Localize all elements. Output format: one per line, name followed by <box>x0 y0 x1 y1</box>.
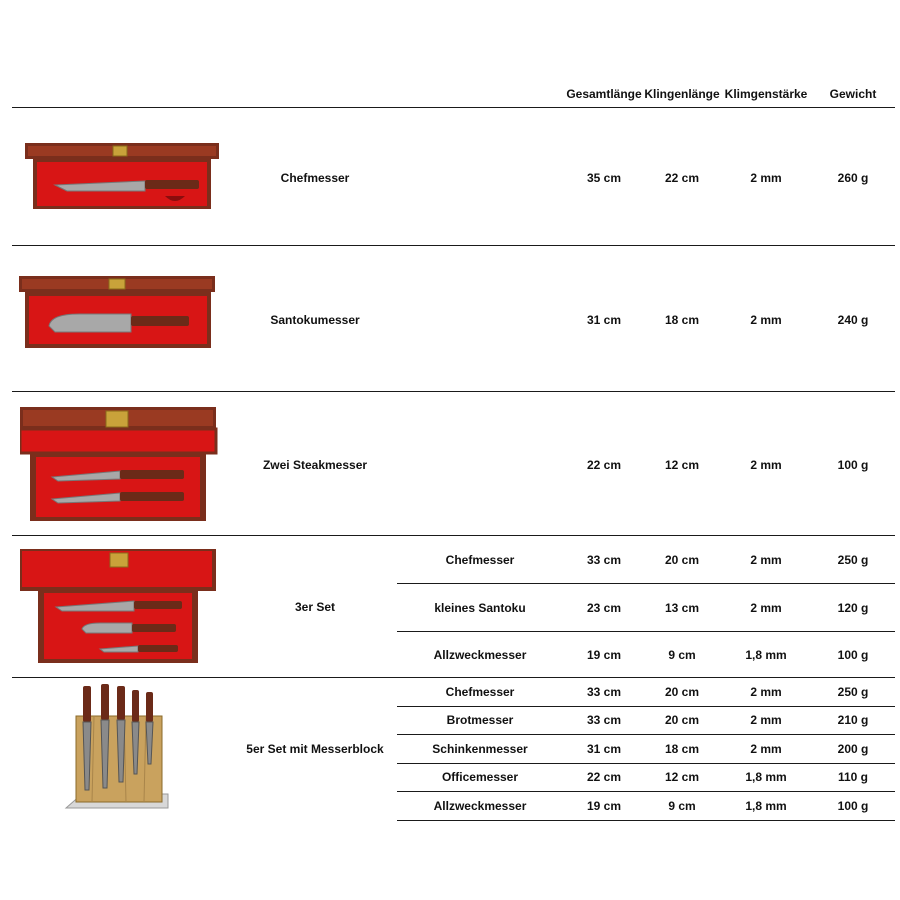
blade-length: 18 cm <box>664 313 700 327</box>
total-length: 23 cm <box>586 601 622 615</box>
wooden-box-three-knife-set-icon <box>20 549 216 665</box>
item-name: Officemesser <box>441 770 519 784</box>
blade-length: 18 cm <box>664 742 700 756</box>
header-total-length: Gesamtlänge <box>566 87 642 101</box>
weight: 120 g <box>837 601 869 615</box>
blade-length: 13 cm <box>664 601 700 615</box>
subrow-divider <box>397 583 895 584</box>
header-blade-thickness: Klimgenstärke <box>724 87 808 101</box>
weight: 100 g <box>837 799 869 813</box>
product-name: Santokumesser <box>270 313 360 327</box>
item-name: kleines Santoku <box>434 601 526 615</box>
blade-thickness: 2 mm <box>750 553 782 567</box>
total-length: 33 cm <box>586 553 622 567</box>
product-name: 3er Set <box>294 600 336 614</box>
row-divider <box>12 535 895 536</box>
blade-length: 20 cm <box>664 685 700 699</box>
blade-length: 22 cm <box>664 171 700 185</box>
weight: 100 g <box>837 648 869 662</box>
blade-length: 12 cm <box>664 770 700 784</box>
blade-thickness: 1,8 mm <box>745 770 787 784</box>
subrow-divider <box>397 791 895 792</box>
total-length: 33 cm <box>586 713 622 727</box>
weight: 250 g <box>837 553 869 567</box>
blade-thickness: 2 mm <box>750 313 782 327</box>
total-length: 33 cm <box>586 685 622 699</box>
item-name: Allzweckmesser <box>433 648 527 662</box>
subrow-divider <box>397 631 895 632</box>
blade-thickness: 2 mm <box>750 601 782 615</box>
product-name: 5er Set mit Messerblock <box>246 742 384 756</box>
wooden-box-santoku-knife-icon <box>19 276 217 350</box>
blade-thickness: 2 mm <box>750 458 782 472</box>
subrow-divider <box>397 763 895 764</box>
item-name: Chefmesser <box>445 685 515 699</box>
row-divider <box>12 677 895 678</box>
knife-block-five-knives-icon <box>64 682 174 814</box>
blade-length: 20 cm <box>664 713 700 727</box>
total-length: 31 cm <box>586 313 622 327</box>
blade-thickness: 1,8 mm <box>745 648 787 662</box>
total-length: 22 cm <box>586 770 622 784</box>
weight: 200 g <box>837 742 869 756</box>
blade-thickness: 1,8 mm <box>745 799 787 813</box>
blade-length: 9 cm <box>668 648 696 662</box>
product-name: Zwei Steakmesser <box>262 458 368 472</box>
weight: 250 g <box>837 685 869 699</box>
header-blade-length: Klingenlänge <box>644 87 720 101</box>
product-name: Chefmesser <box>280 171 350 185</box>
subrow-divider <box>397 706 895 707</box>
item-name: Allzweckmesser <box>433 799 527 813</box>
subrow-divider <box>397 820 895 821</box>
blade-thickness: 2 mm <box>750 685 782 699</box>
blade-length: 20 cm <box>664 553 700 567</box>
weight: 110 g <box>837 770 869 784</box>
subrow-divider <box>397 734 895 735</box>
item-name: Brotmesser <box>446 713 514 727</box>
row-divider <box>12 245 895 246</box>
blade-length: 12 cm <box>664 458 700 472</box>
total-length: 19 cm <box>586 799 622 813</box>
total-length: 35 cm <box>586 171 622 185</box>
item-name: Schinkenmesser <box>432 742 528 756</box>
weight: 260 g <box>837 171 869 185</box>
header-weight: Gewicht <box>829 87 877 101</box>
item-name: Chefmesser <box>445 553 515 567</box>
blade-thickness: 2 mm <box>750 742 782 756</box>
row-divider <box>12 391 895 392</box>
total-length: 31 cm <box>586 742 622 756</box>
blade-thickness: 2 mm <box>750 171 782 185</box>
weight: 100 g <box>837 458 869 472</box>
total-length: 22 cm <box>586 458 622 472</box>
blade-thickness: 2 mm <box>750 713 782 727</box>
total-length: 19 cm <box>586 648 622 662</box>
wooden-box-two-steak-knives-icon <box>20 407 218 523</box>
blade-length: 9 cm <box>668 799 696 813</box>
weight: 240 g <box>837 313 869 327</box>
header-divider <box>12 107 895 108</box>
weight: 210 g <box>837 713 869 727</box>
wooden-box-chef-knife-icon <box>25 143 221 211</box>
